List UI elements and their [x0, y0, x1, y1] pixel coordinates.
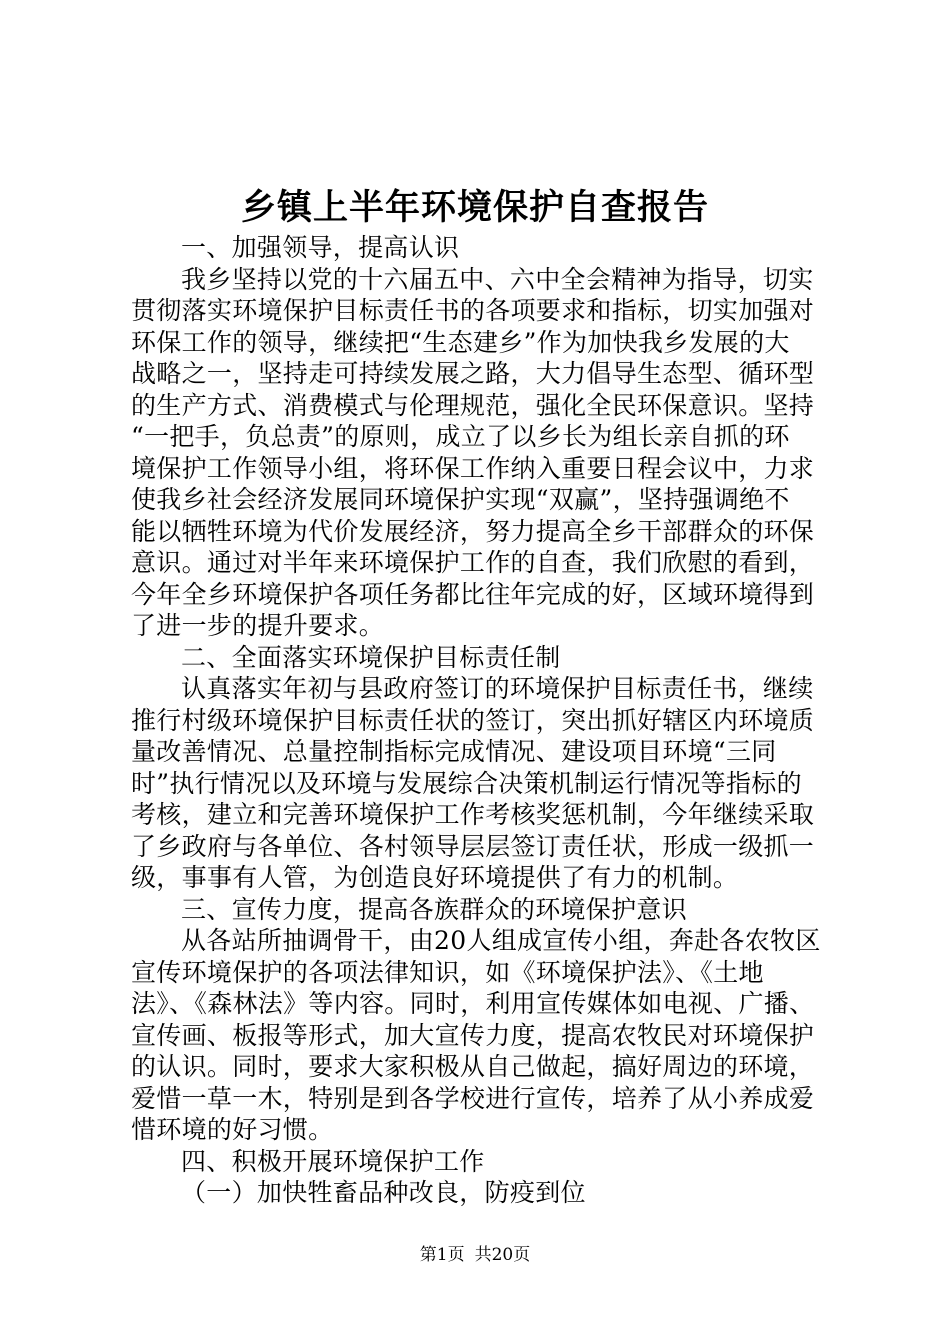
text-line: 了乡政府与各单位、各村领导层层签订责任状，形成一级抓一 [131, 831, 815, 861]
text-line: 战略之一，坚持走可持续发展之路，大力倡导生态型、循环型 [131, 359, 815, 388]
text-line: 从各站所抽调骨干，由20人组成宣传小组，奔赴各农牧区 [181, 926, 821, 955]
text-line: 一、加强领导，提高认识 [181, 233, 460, 262]
text-line: 三、宣传力度，提高各族群众的环境保护意识 [181, 894, 688, 924]
text-line: 的生产方式、消费模式与伦理规范，强化全民环保意识。坚持 [131, 390, 815, 420]
text-line: 我乡坚持以党的十六届五中、六中全会精神为指导，切实 [181, 264, 814, 294]
page-number: 第1页 [419, 1245, 465, 1265]
text-line: 使我乡社会经济发展同环境保护实现“双赢”，坚持强调绝不 [131, 485, 790, 514]
text-line: 今年全乡环境保护各项任务都比往年完成的好，区域环境得到 [131, 579, 815, 609]
text-line: 惜环境的好习惯。 [131, 1115, 334, 1144]
text-line: “一把手，负总责”的原则，成立了以乡长为组长亲自抓的环 [131, 422, 790, 451]
text-line: 能以牺牲环境为代价发展经济，努力提高全乡干部群众的环保 [131, 516, 815, 546]
text-line: 量改善情况、总量控制指标完成情况、建设项目环境“三同 [131, 737, 777, 766]
text-line: 二、全面落实环境保护目标责任制 [181, 642, 561, 672]
text-line: 了进一步的提升要求。 [131, 611, 385, 640]
text-line: 法》、《森林法》等内容。同时，利用宣传媒体如电视、广播、 [131, 989, 815, 1018]
document-body [131, 232, 831, 1209]
page-total: 共20页 [474, 1245, 531, 1265]
text-line: 时”执行情况以及环境与发展综合决策机制运行情况等指标的 [131, 768, 802, 798]
text-line: 推行村级环境保护目标责任状的签订，突出抓好辖区内环境质 [131, 705, 815, 735]
document-title: 乡镇上半年环境保护自查报告 [240, 187, 709, 228]
text-line: （一）加快牲畜品种改良，防疫到位 [181, 1178, 586, 1207]
text-line: 爱惜一草一木，特别是到各学校进行宣传，培养了从小养成爱 [131, 1083, 815, 1113]
text-line: 宣传画、板报等形式，加大宣传力度，提高农牧民对环境保护 [131, 1020, 815, 1050]
text-line: 境保护工作领导小组，将环保工作纳入重要日程会议中，力求 [131, 453, 815, 483]
text-line: 认真落实年初与县政府签订的环境保护目标责任书，继续 [181, 674, 814, 703]
text-line: 的认识。同时，要求大家积极从自己做起，搞好周边的环境， [131, 1052, 815, 1081]
page-footer [0, 1244, 950, 1266]
text-line: 级，事事有人管，为创造良好环境提供了有力的机制。 [131, 863, 739, 892]
text-line: 意识。通过对半年来环境保护工作的自查，我们欣慰的看到， [131, 548, 815, 577]
text-line: 贯彻落实环境保护目标责任书的各项要求和指标，切实加强对 [131, 296, 815, 325]
text-line: 宣传环境保护的各项法律知识，如《环境保护法》、《土地 [131, 957, 764, 987]
text-line: 环保工作的领导，继续把“生态建乡”作为加快我乡发展的大 [131, 327, 790, 357]
text-line: 考核，建立和完善环境保护工作考核奖惩机制，今年继续采取 [131, 800, 815, 829]
text-line: 四、积极开展环境保护工作 [181, 1146, 485, 1176]
